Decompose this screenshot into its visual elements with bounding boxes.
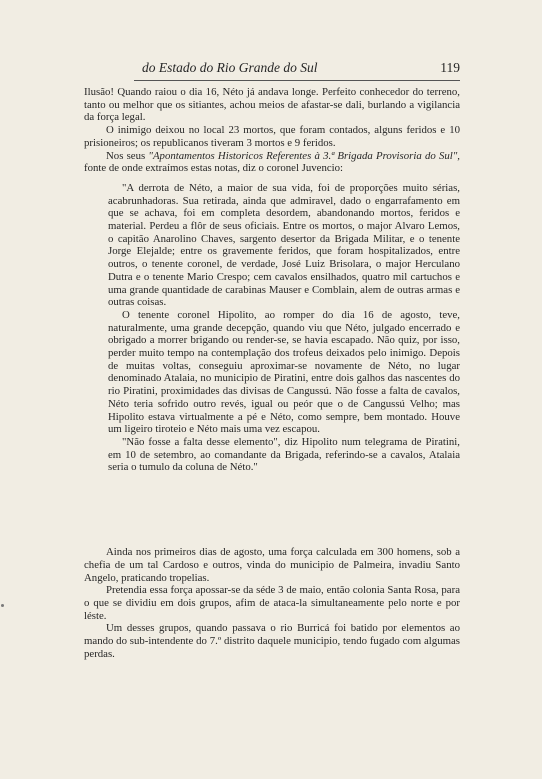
page-header [134, 60, 460, 81]
paragraph-5: Pretendia essa força apossar-se da séde 3 de maio, então colonia Santa Rosa, para o que se dividiu em dois grupos, afim de ataca-la simultaneamente pelo norte e por léste. [84, 584, 460, 622]
quote-paragraph-3: "Não fosse a falta desse elemento", diz Hipolito num telegrama de Piratini, em 10 de setembro, ao comandante da Brigada, referindo-se a cavalos, Atalaia seria o tumulo da coluna de Néto." [108, 435, 460, 474]
running-title: do Estado do Rio Grande do Sul [142, 60, 318, 75]
section-gap [84, 474, 460, 546]
reference-title: "Apontamentos Historicos Referentes à 3.ª Brigada Provisoria do Sul", [148, 149, 460, 162]
paragraph-3-intro: Nos seus [106, 149, 146, 162]
paragraph-6: Um desses grupos, quando passava o rio Burricá foi batido por elementos ao mando do sub-intendente do 7.º distrito daquele municipio, tendo fugado com algumas perdas. [84, 622, 460, 660]
paragraph-3-rest: fonte de onde extraímos estas notas, diz o coronel Juvencio: [84, 162, 344, 175]
paragraph-1: Ilusão! Quando raiou o dia 16, Néto já andava longe. Perfeito conhecedor do terreno, tanto ou melhor que os sitiantes, achou meios de afastar-se dali, burlando a vigilancia da força legal. [84, 86, 460, 124]
page-number: 119 [440, 60, 460, 75]
block-quote [108, 182, 460, 474]
paragraph-2: O inimigo deixou no local 23 mortos, que foram contados, alguns feridos e 10 prisioneiros; os republicanos tiveram 3 mortos e 9 feridos. [84, 124, 460, 149]
page-body [84, 86, 460, 660]
margin-mark [1, 604, 4, 607]
quote-paragraph-2: O tenente coronel Hipolito, ao romper do dia 16 de agosto, teve, naturalmente, uma grande decepção, quando viu que Néto, julgado encerrado e obrigado a morrer brigando ou render-se, se havia escapado. Não quiz, por isso, perder muito tempo na contemplação dos trofeus deixados pelo inimigo. Depois de muitas voltas, conseguiu aproximar-se novamente de Néto, no lugar denominado Atalaia, no municipio de Piratini, entre dois galhos das nascentes do rio Piratini, proximidades das divisas de Cangussú. Não fosse a falta de cavalos, Néto teria sofrido outro revés, igual ou peór que o de Cangussú Velho; mas Hipolito estava virtualmente a pé e Néto, como sempre, bem montado. Houve um ligeiro tiroteio e Néto mais uma vez escapou. [108, 308, 460, 436]
paragraph-3 [84, 150, 460, 175]
quote-paragraph-1: "A derrota de Néto, a maior de sua vida, foi de proporções muito sérias, acabrunhadoras. Sua retirada, ainda que admiravel, dado o engarrafamento em que se achava, foi em completa desordem, abandonando mortos, feridos e material. Perdeu a flôr de seus oficiais. Entre os mortos, o major Alvaro Lemos, o capitão Anarolino Chaves, sargento desertor da Brigada Militar, e o tenente Jorge Elejalde; entre os gravemente feridos, que foram hospitalizados, entre outros, o tenente coronel, de verdade, José Luiz Brisolara, o major Herculano Dutra e o tenente Mario Crespo; cem cavalos ensilhados, quatro mil cartuchos e uma grande quantidade de carabinas Mauser e Comblain, alem de outras armas e outras coisas. [108, 181, 460, 309]
paragraph-4: Ainda nos primeiros dias de agosto, uma força calculada em 300 homens, sob a chefia de um tal Cardoso e outros, vinda do municipio de Palmeira, invadiu Santo Angelo, praticando tropelias. [84, 546, 460, 584]
